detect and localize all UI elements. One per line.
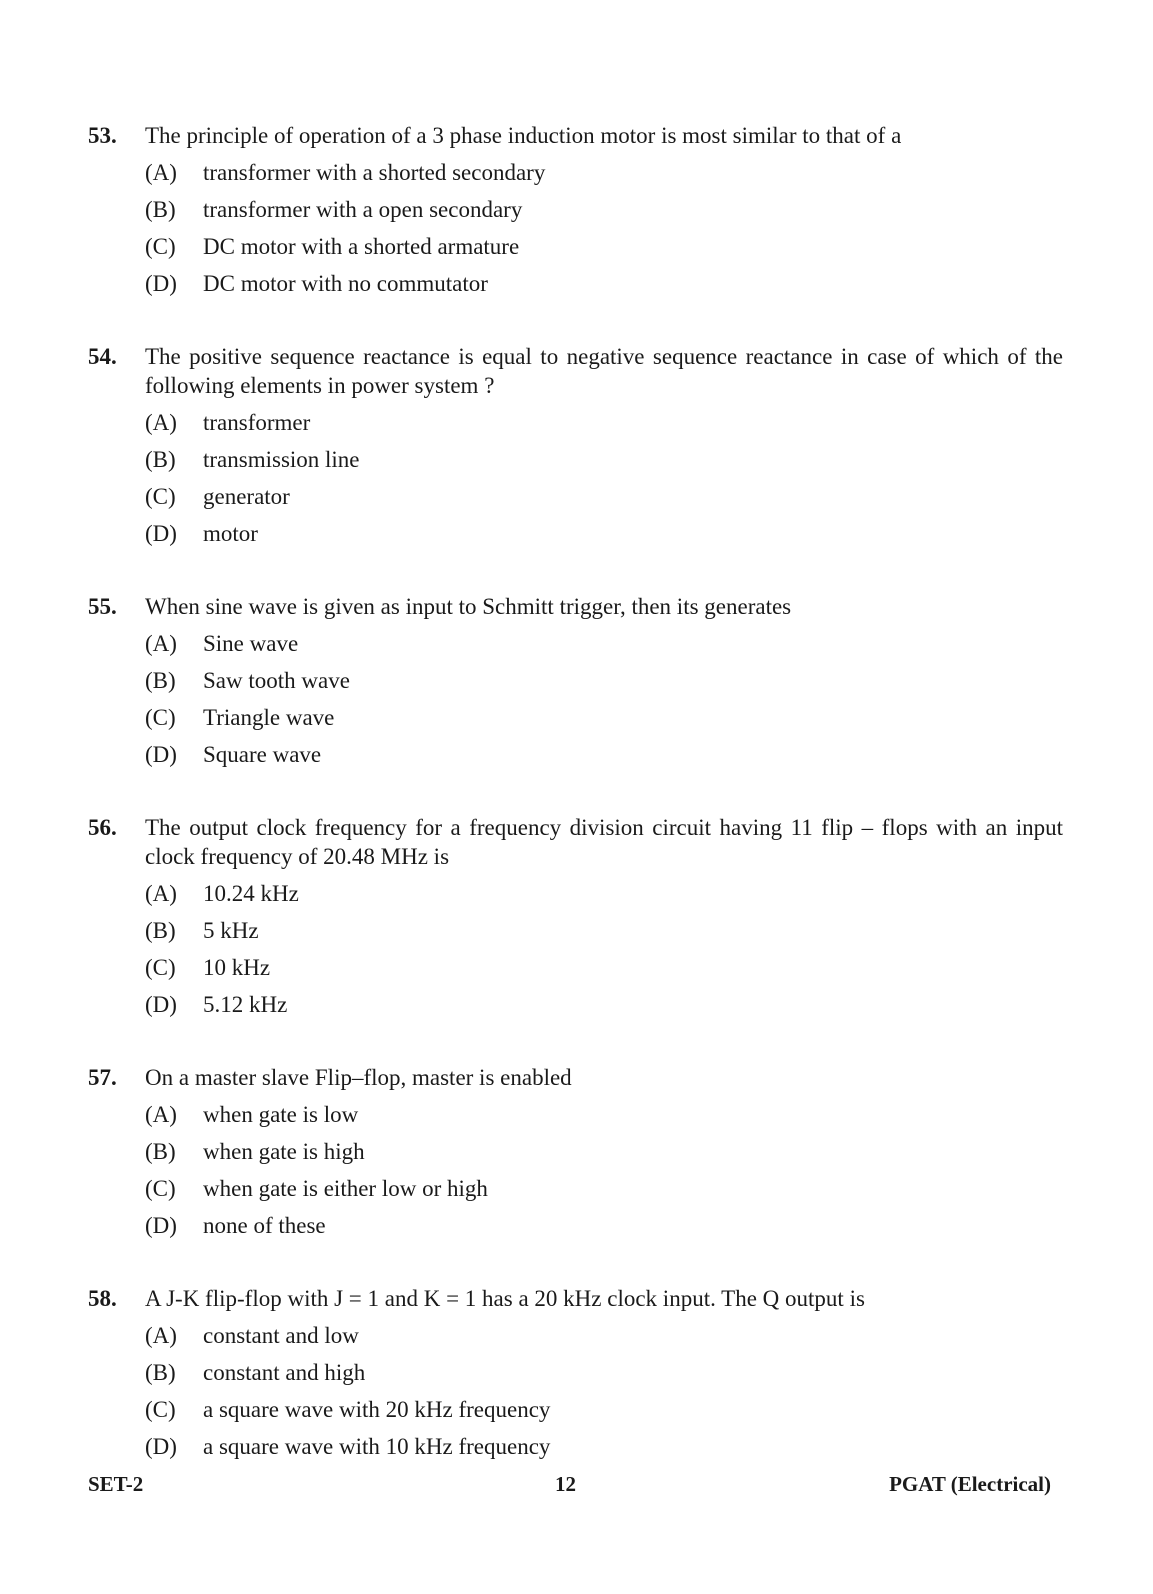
option-letter: (B) xyxy=(145,1360,176,1385)
option-letter: (D) xyxy=(145,1213,177,1238)
option-c xyxy=(145,953,1063,990)
question-number: 55. xyxy=(88,594,117,619)
option-d xyxy=(145,519,1063,556)
option-letter: (C) xyxy=(145,1397,176,1422)
option-text: Square wave xyxy=(203,742,322,767)
option-d xyxy=(145,990,1063,1027)
question-text: A J-K flip-flop with J = 1 and K = 1 has a 20 kHz clock input. The Q output is xyxy=(145,1286,865,1311)
option-text: motor xyxy=(203,521,258,546)
option-b xyxy=(145,1137,1063,1174)
option-a xyxy=(145,1100,1063,1137)
option-c xyxy=(145,1174,1063,1211)
option-text: 10.24 kHz xyxy=(203,881,299,906)
question-56 xyxy=(88,813,1063,1027)
option-d xyxy=(145,1211,1063,1248)
option-text: DC motor with a shorted armature xyxy=(203,234,520,259)
option-letter: (A) xyxy=(145,1102,177,1127)
option-letter: (B) xyxy=(145,918,176,943)
question-text: When sine wave is given as input to Schmitt trigger, then its generates xyxy=(145,594,792,619)
option-c xyxy=(145,482,1063,519)
option-letter: (B) xyxy=(145,197,176,222)
question-number: 54. xyxy=(88,344,117,369)
option-text: constant and low xyxy=(203,1323,359,1348)
option-d xyxy=(145,269,1063,306)
option-text: transformer xyxy=(203,410,311,435)
option-a xyxy=(145,1321,1063,1358)
option-letter: (C) xyxy=(145,955,176,980)
question-text: The output clock frequency for a frequency division circuit having 11 flip – flops with an input clock frequency of 20.48 MHz is xyxy=(145,815,1063,869)
option-text: when gate is low xyxy=(203,1102,359,1127)
option-list xyxy=(145,1100,1063,1248)
option-text: Triangle wave xyxy=(203,705,335,730)
option-text: transformer with a shorted secondary xyxy=(203,160,546,185)
option-letter: (A) xyxy=(145,631,177,656)
question-57 xyxy=(88,1063,1063,1248)
option-letter: (D) xyxy=(145,742,177,767)
question-53 xyxy=(88,121,1063,306)
option-b xyxy=(145,916,1063,953)
option-text: 5.12 kHz xyxy=(203,992,288,1017)
option-text: when gate is either low or high xyxy=(203,1176,488,1201)
question-text: The positive sequence reactance is equal to negative sequence reactance in case of which of the following elements in power system ? xyxy=(145,344,1063,398)
option-text: Sine wave xyxy=(203,631,299,656)
question-55 xyxy=(88,592,1063,777)
option-a xyxy=(145,408,1063,445)
question-text: The principle of operation of a 3 phase induction motor is most similar to that of a xyxy=(145,123,902,148)
option-b xyxy=(145,195,1063,232)
option-text: generator xyxy=(203,484,290,509)
option-list xyxy=(145,629,1063,777)
option-letter: (D) xyxy=(145,271,177,296)
option-c xyxy=(145,1395,1063,1432)
option-c xyxy=(145,232,1063,269)
option-list xyxy=(145,408,1063,556)
option-letter: (A) xyxy=(145,1323,177,1348)
option-a xyxy=(145,629,1063,666)
option-b xyxy=(145,1358,1063,1395)
option-letter: (D) xyxy=(145,992,177,1017)
question-number: 53. xyxy=(88,123,117,148)
option-text: a square wave with 10 kHz frequency xyxy=(203,1434,551,1459)
exam-title: PGAT (Electrical) xyxy=(889,1472,1051,1496)
option-text: 10 kHz xyxy=(203,955,271,980)
option-text: none of these xyxy=(203,1213,326,1238)
page-number: 12 xyxy=(555,1472,576,1496)
question-number: 57. xyxy=(88,1065,117,1090)
option-a xyxy=(145,879,1063,916)
option-letter: (A) xyxy=(145,410,177,435)
option-letter: (A) xyxy=(145,160,177,185)
option-letter: (D) xyxy=(145,521,177,546)
option-letter: (C) xyxy=(145,1176,176,1201)
option-text: constant and high xyxy=(203,1360,366,1385)
question-54 xyxy=(88,342,1063,556)
option-text: transmission line xyxy=(203,447,360,472)
option-letter: (C) xyxy=(145,705,176,730)
option-c xyxy=(145,703,1063,740)
set-label: SET-2 xyxy=(88,1472,144,1496)
option-text: transformer with a open secondary xyxy=(203,197,523,222)
option-a xyxy=(145,158,1063,195)
option-b xyxy=(145,666,1063,703)
option-list xyxy=(145,158,1063,306)
option-letter: (C) xyxy=(145,484,176,509)
option-text: 5 kHz xyxy=(203,918,259,943)
option-letter: (D) xyxy=(145,1434,177,1459)
option-text: Saw tooth wave xyxy=(203,668,350,693)
question-text: On a master slave Flip–flop, master is enabled xyxy=(145,1065,572,1090)
option-text: a square wave with 20 kHz frequency xyxy=(203,1397,551,1422)
option-b xyxy=(145,445,1063,482)
option-list xyxy=(145,1321,1063,1469)
option-letter: (A) xyxy=(145,881,177,906)
option-letter: (C) xyxy=(145,234,176,259)
option-letter: (B) xyxy=(145,1139,176,1164)
option-letter: (B) xyxy=(145,447,176,472)
option-letter: (B) xyxy=(145,668,176,693)
option-d xyxy=(145,740,1063,777)
option-text: when gate is high xyxy=(203,1139,365,1164)
question-58 xyxy=(88,1284,1063,1469)
page-footer xyxy=(88,1472,1051,1502)
option-text: DC motor with no commutator xyxy=(203,271,488,296)
question-number: 56. xyxy=(88,815,117,840)
question-number: 58. xyxy=(88,1286,117,1311)
option-list xyxy=(145,879,1063,1027)
option-d xyxy=(145,1432,1063,1469)
